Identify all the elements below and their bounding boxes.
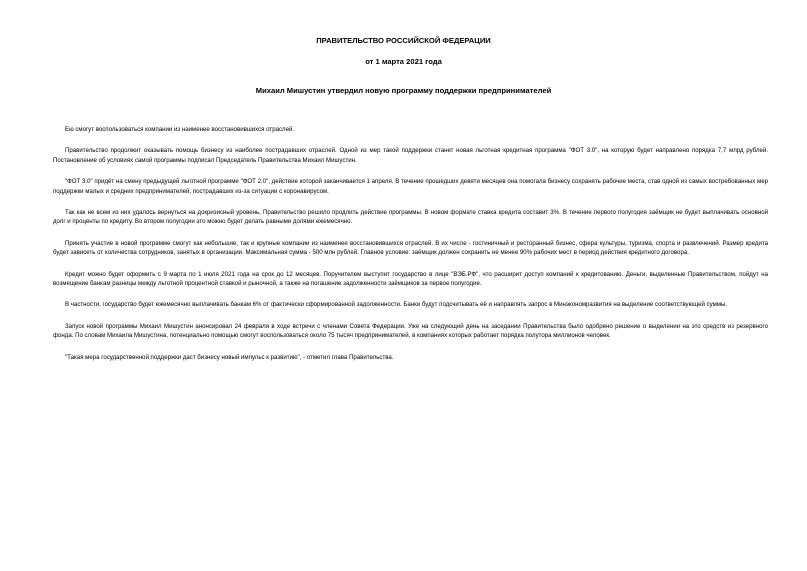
paragraph-quote: "Такая мера государственной поддержки даст бизнесу новый импульс к развитию", - отметил глава Правительства. bbox=[65, 353, 394, 361]
paragraph-launch: Запуск новой программы Михаил Мишустин анонсировал 24 февраля в ходе встречи с членами Совета Федерации. Уже на следующий день на заседании Правительства было одобрено решение о выделении на это средств из резервного фонда. По словам Михаила Мишустина, потенциально помощью смогут воспользоваться около 75 тысяч предпринимателей, в компаниях которых работает порядка полутора миллионов человек. bbox=[53, 322, 768, 340]
document-date: от 1 марта 2021 года bbox=[365, 57, 442, 66]
organization-title: ПРАВИТЕЛЬСТВО РОССИЙСКОЙ ФЕДЕРАЦИИ bbox=[316, 36, 491, 45]
paragraph-fot-replacement: "ФОТ 3.0" придёт на смену предыдущей льготной программе "ФОТ 2.0", действие которой заканчивается 1 апреля. В течение прошедших девяти месяцев она помогала бизнесу сохранять рабочие места, став одной из самых востребованных мер поддержки малых и средних предпринимателей, пострадавших из-за ситуации с коронавирусом. bbox=[53, 178, 768, 195]
paragraph-loan-period: Кредит можно будет оформить с 9 марта по 1 июля 2021 года на срок до 12 месяцев. Поручителем выступит государство в лице "ВЭБ.РФ", что расширит доступ компаний к кредитованию. Деньги, выделенные Правительством, пойдут на возмещение банкам разницы между льготной процентной ставкой и рыночной, а также на погашение задолженности заёмщиков за первое полугодие. bbox=[53, 270, 768, 288]
paragraph-loan-terms: Так как не всем из них удалось вернуться на докризисный уровень, Правительство решило продлить действие программы. В новом формате ставка кредита составит 3%. В течение первого полугодия заёмщик не будет выплачивать основной долг и проценты по кредиту. Во втором полугодии это можно будет делать равными долями ежемесячно. bbox=[53, 209, 768, 226]
paragraph-program-intro: Правительство продолжит оказывать помощь бизнесу из наиболее пострадавших отраслей. Одной из мер такой поддержки станет новая льготная кредитная программа "ФОТ 3.0", на которую будет направлено порядка 7,7 млрд рублей. Постановление об условиях самой программы подписал Председатель Правительства Михаил Мишустин. bbox=[53, 147, 768, 164]
document-headline: Михаил Мишустин утвердил новую программу поддержки предпринимателей bbox=[255, 86, 552, 95]
paragraph-bank-payments: В частности, государство будет ежемесячно выплачивать банкам 6% от фактически сформированной задолженности. Банки будут подсчитывать её и направлять запрос в Минэкономразвития на выделение соответствующей суммы. bbox=[65, 301, 728, 309]
document-body bbox=[53, 125, 768, 374]
paragraph-eligibility: Принять участие в новой программе смогут как небольшие, так и крупные компании из наименее восстановившихся отраслей. В их числе - гостиничный и ресторанный бизнес, сфера культуры, туризма, спорта и развлечений. Размер кредита будет зависеть от количества сотрудников, занятых в организации. Максимальная сумма - 500 млн рублей. Главное условие: заёмщик должен сохранить не менее 90% рабочих мест в период действия кредитного договора. bbox=[53, 239, 768, 257]
paragraph-lead: Ею смогут воспользоваться компании из наименее восстановившихся отраслей. bbox=[65, 126, 295, 133]
